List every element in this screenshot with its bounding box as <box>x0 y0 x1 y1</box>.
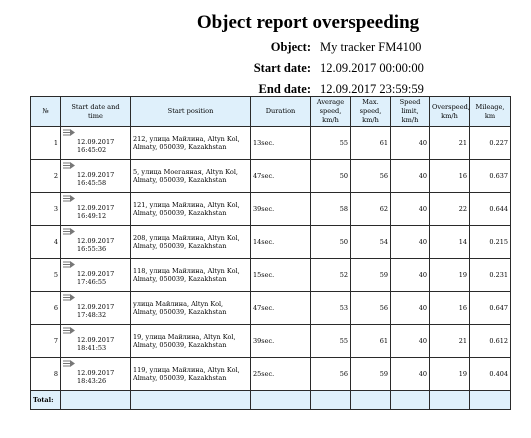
col-mileage: Mileage, km <box>470 97 511 127</box>
mileage: 0.644 <box>470 193 511 226</box>
overspeed: 21 <box>430 325 470 358</box>
report-title: Object report overspeeding <box>196 12 420 33</box>
start-date: 12.09.2017 <box>77 138 115 146</box>
row-number: 2 <box>31 160 61 193</box>
start-date: 12.09.2017 <box>77 369 115 377</box>
start-datetime-cell <box>61 259 131 292</box>
max-speed: 59 <box>351 259 391 292</box>
mileage: 0.227 <box>470 127 511 160</box>
start-position: улица Майлина, Altyn Kol, Almaty, 050039, Kazakhstan <box>131 292 251 325</box>
table-row <box>31 325 511 358</box>
start-position: 208, улица Майлина, Altyn Kol, Almaty, 050039, Kazakhstan <box>131 226 251 259</box>
start-datetime-cell <box>61 292 131 325</box>
average-speed: 55 <box>311 127 351 160</box>
speed-limit: 40 <box>391 226 430 259</box>
duration: 13sec. <box>251 127 311 160</box>
arrow-right-icon <box>63 294 75 301</box>
mileage: 0.612 <box>470 325 511 358</box>
start-time: 18:43:26 <box>77 377 107 385</box>
start-datetime-cell <box>61 193 131 226</box>
row-number: 7 <box>31 325 61 358</box>
row-number: 8 <box>31 358 61 391</box>
speed-limit: 40 <box>391 193 430 226</box>
overspeed: 16 <box>430 292 470 325</box>
start-position: 212, улица Майлина, Altyn Kol, Almaty, 050039, Kazakhstan <box>131 127 251 160</box>
start-date: 12.09.2017 <box>77 237 115 245</box>
col-duration: Duration <box>251 97 311 127</box>
average-speed: 55 <box>311 325 351 358</box>
table-row <box>31 292 511 325</box>
table-row <box>31 127 511 160</box>
duration: 47sec. <box>251 292 311 325</box>
start-position: 118, улица Майлина, Altyn Kol, Almaty, 050039, Kazakhstan <box>131 259 251 292</box>
start-position: 5, улица Моегаяная, Altyn Kol, Almaty, 050039, Kazakhstan <box>131 160 251 193</box>
overspeed: 21 <box>430 127 470 160</box>
mileage: 0.637 <box>470 160 511 193</box>
overspeed: 19 <box>430 259 470 292</box>
table-row <box>31 259 511 292</box>
overspeed: 22 <box>430 193 470 226</box>
start-time: 16:45:58 <box>77 179 107 187</box>
duration: 15sec. <box>251 259 311 292</box>
total-cell <box>470 391 511 410</box>
start-datetime-cell <box>61 325 131 358</box>
start-date: 12.09.2017 <box>77 171 115 179</box>
duration: 39sec. <box>251 325 311 358</box>
start-position: 19, улица Майлина, Altyn Kol, Almaty, 050039, Kazakhstan <box>131 325 251 358</box>
row-number: 3 <box>31 193 61 226</box>
speed-limit: 40 <box>391 259 430 292</box>
average-speed: 50 <box>311 226 351 259</box>
speed-limit: 40 <box>391 325 430 358</box>
arrow-right-icon <box>63 129 75 136</box>
start-date: 12.09.2017 <box>77 336 115 344</box>
duration: 25sec. <box>251 358 311 391</box>
average-speed: 52 <box>311 259 351 292</box>
overspeed: 16 <box>430 160 470 193</box>
duration: 47sec. <box>251 160 311 193</box>
col-start-datetime: Start date and time <box>61 97 131 127</box>
max-speed: 61 <box>351 127 391 160</box>
col-max-speed: Max. speed, km/h <box>351 97 391 127</box>
arrow-right-icon <box>63 261 75 268</box>
object-value: My tracker FM4100 <box>320 40 422 54</box>
overspeed-table <box>30 96 511 410</box>
start-datetime-cell <box>61 226 131 259</box>
start-time: 16:49:12 <box>77 212 107 220</box>
start-time: 17:46:55 <box>77 278 107 286</box>
overspeed: 14 <box>430 226 470 259</box>
speed-limit: 40 <box>391 292 430 325</box>
total-cell <box>251 391 311 410</box>
total-label: Total: <box>31 391 61 410</box>
table-row <box>31 358 511 391</box>
start-date: 12.09.2017 <box>77 204 115 212</box>
arrow-right-icon <box>63 162 75 169</box>
col-start-position: Start position <box>131 97 251 127</box>
row-number: 6 <box>31 292 61 325</box>
speed-limit: 40 <box>391 160 430 193</box>
mileage: 0.215 <box>470 226 511 259</box>
arrow-right-icon <box>63 360 75 367</box>
start-date: 12.09.2017 <box>77 303 115 311</box>
start-date-value: 12.09.2017 00:00:00 <box>320 61 424 75</box>
start-time: 17:48:32 <box>77 311 107 319</box>
start-time: 16:55:36 <box>77 245 107 253</box>
col-overspeed: Overspeed, km/h <box>430 97 470 127</box>
col-number: № <box>31 97 61 127</box>
col-average-speed: Average speed, km/h <box>311 97 351 127</box>
row-number: 5 <box>31 259 61 292</box>
mileage: 0.231 <box>470 259 511 292</box>
total-row <box>31 391 511 410</box>
duration: 14sec. <box>251 226 311 259</box>
arrow-right-icon <box>63 228 75 235</box>
start-time: 18:41:53 <box>77 344 107 352</box>
row-number: 4 <box>31 226 61 259</box>
table-header-row <box>31 97 511 127</box>
average-speed: 50 <box>311 160 351 193</box>
start-time: 16:45:02 <box>77 146 107 154</box>
max-speed: 54 <box>351 226 391 259</box>
speed-limit: 40 <box>391 127 430 160</box>
start-position: 119, улица Майлина, Altyn Kol, Almaty, 050039, Kazakhstan <box>131 358 251 391</box>
overspeed: 19 <box>430 358 470 391</box>
average-speed: 53 <box>311 292 351 325</box>
max-speed: 61 <box>351 325 391 358</box>
arrow-right-icon <box>63 327 75 334</box>
start-datetime-cell <box>61 160 131 193</box>
average-speed: 56 <box>311 358 351 391</box>
row-number: 1 <box>31 127 61 160</box>
mileage: 0.404 <box>470 358 511 391</box>
speed-limit: 40 <box>391 358 430 391</box>
start-datetime-cell <box>61 127 131 160</box>
start-date-label: Start date: <box>253 61 311 75</box>
max-speed: 56 <box>351 160 391 193</box>
total-cell <box>351 391 391 410</box>
start-position: 121, улица Майлина, Altyn Kol, Almaty, 050039, Kazakhstan <box>131 193 251 226</box>
table-row <box>31 193 511 226</box>
table-row <box>31 160 511 193</box>
total-cell <box>311 391 351 410</box>
max-speed: 56 <box>351 292 391 325</box>
total-cell <box>61 391 131 410</box>
total-cell <box>391 391 430 410</box>
arrow-right-icon <box>63 195 75 202</box>
average-speed: 58 <box>311 193 351 226</box>
end-date-value: 12.09.2017 23:59:59 <box>320 82 424 96</box>
start-datetime-cell <box>61 358 131 391</box>
total-cell <box>131 391 251 410</box>
start-date: 12.09.2017 <box>77 270 115 278</box>
object-label: Object: <box>270 40 311 54</box>
table-row <box>31 226 511 259</box>
max-speed: 59 <box>351 358 391 391</box>
max-speed: 62 <box>351 193 391 226</box>
duration: 39sec. <box>251 193 311 226</box>
total-cell <box>430 391 470 410</box>
end-date-label: End date: <box>258 82 311 96</box>
mileage: 0.647 <box>470 292 511 325</box>
col-speed-limit: Speed limit, km/h <box>391 97 430 127</box>
